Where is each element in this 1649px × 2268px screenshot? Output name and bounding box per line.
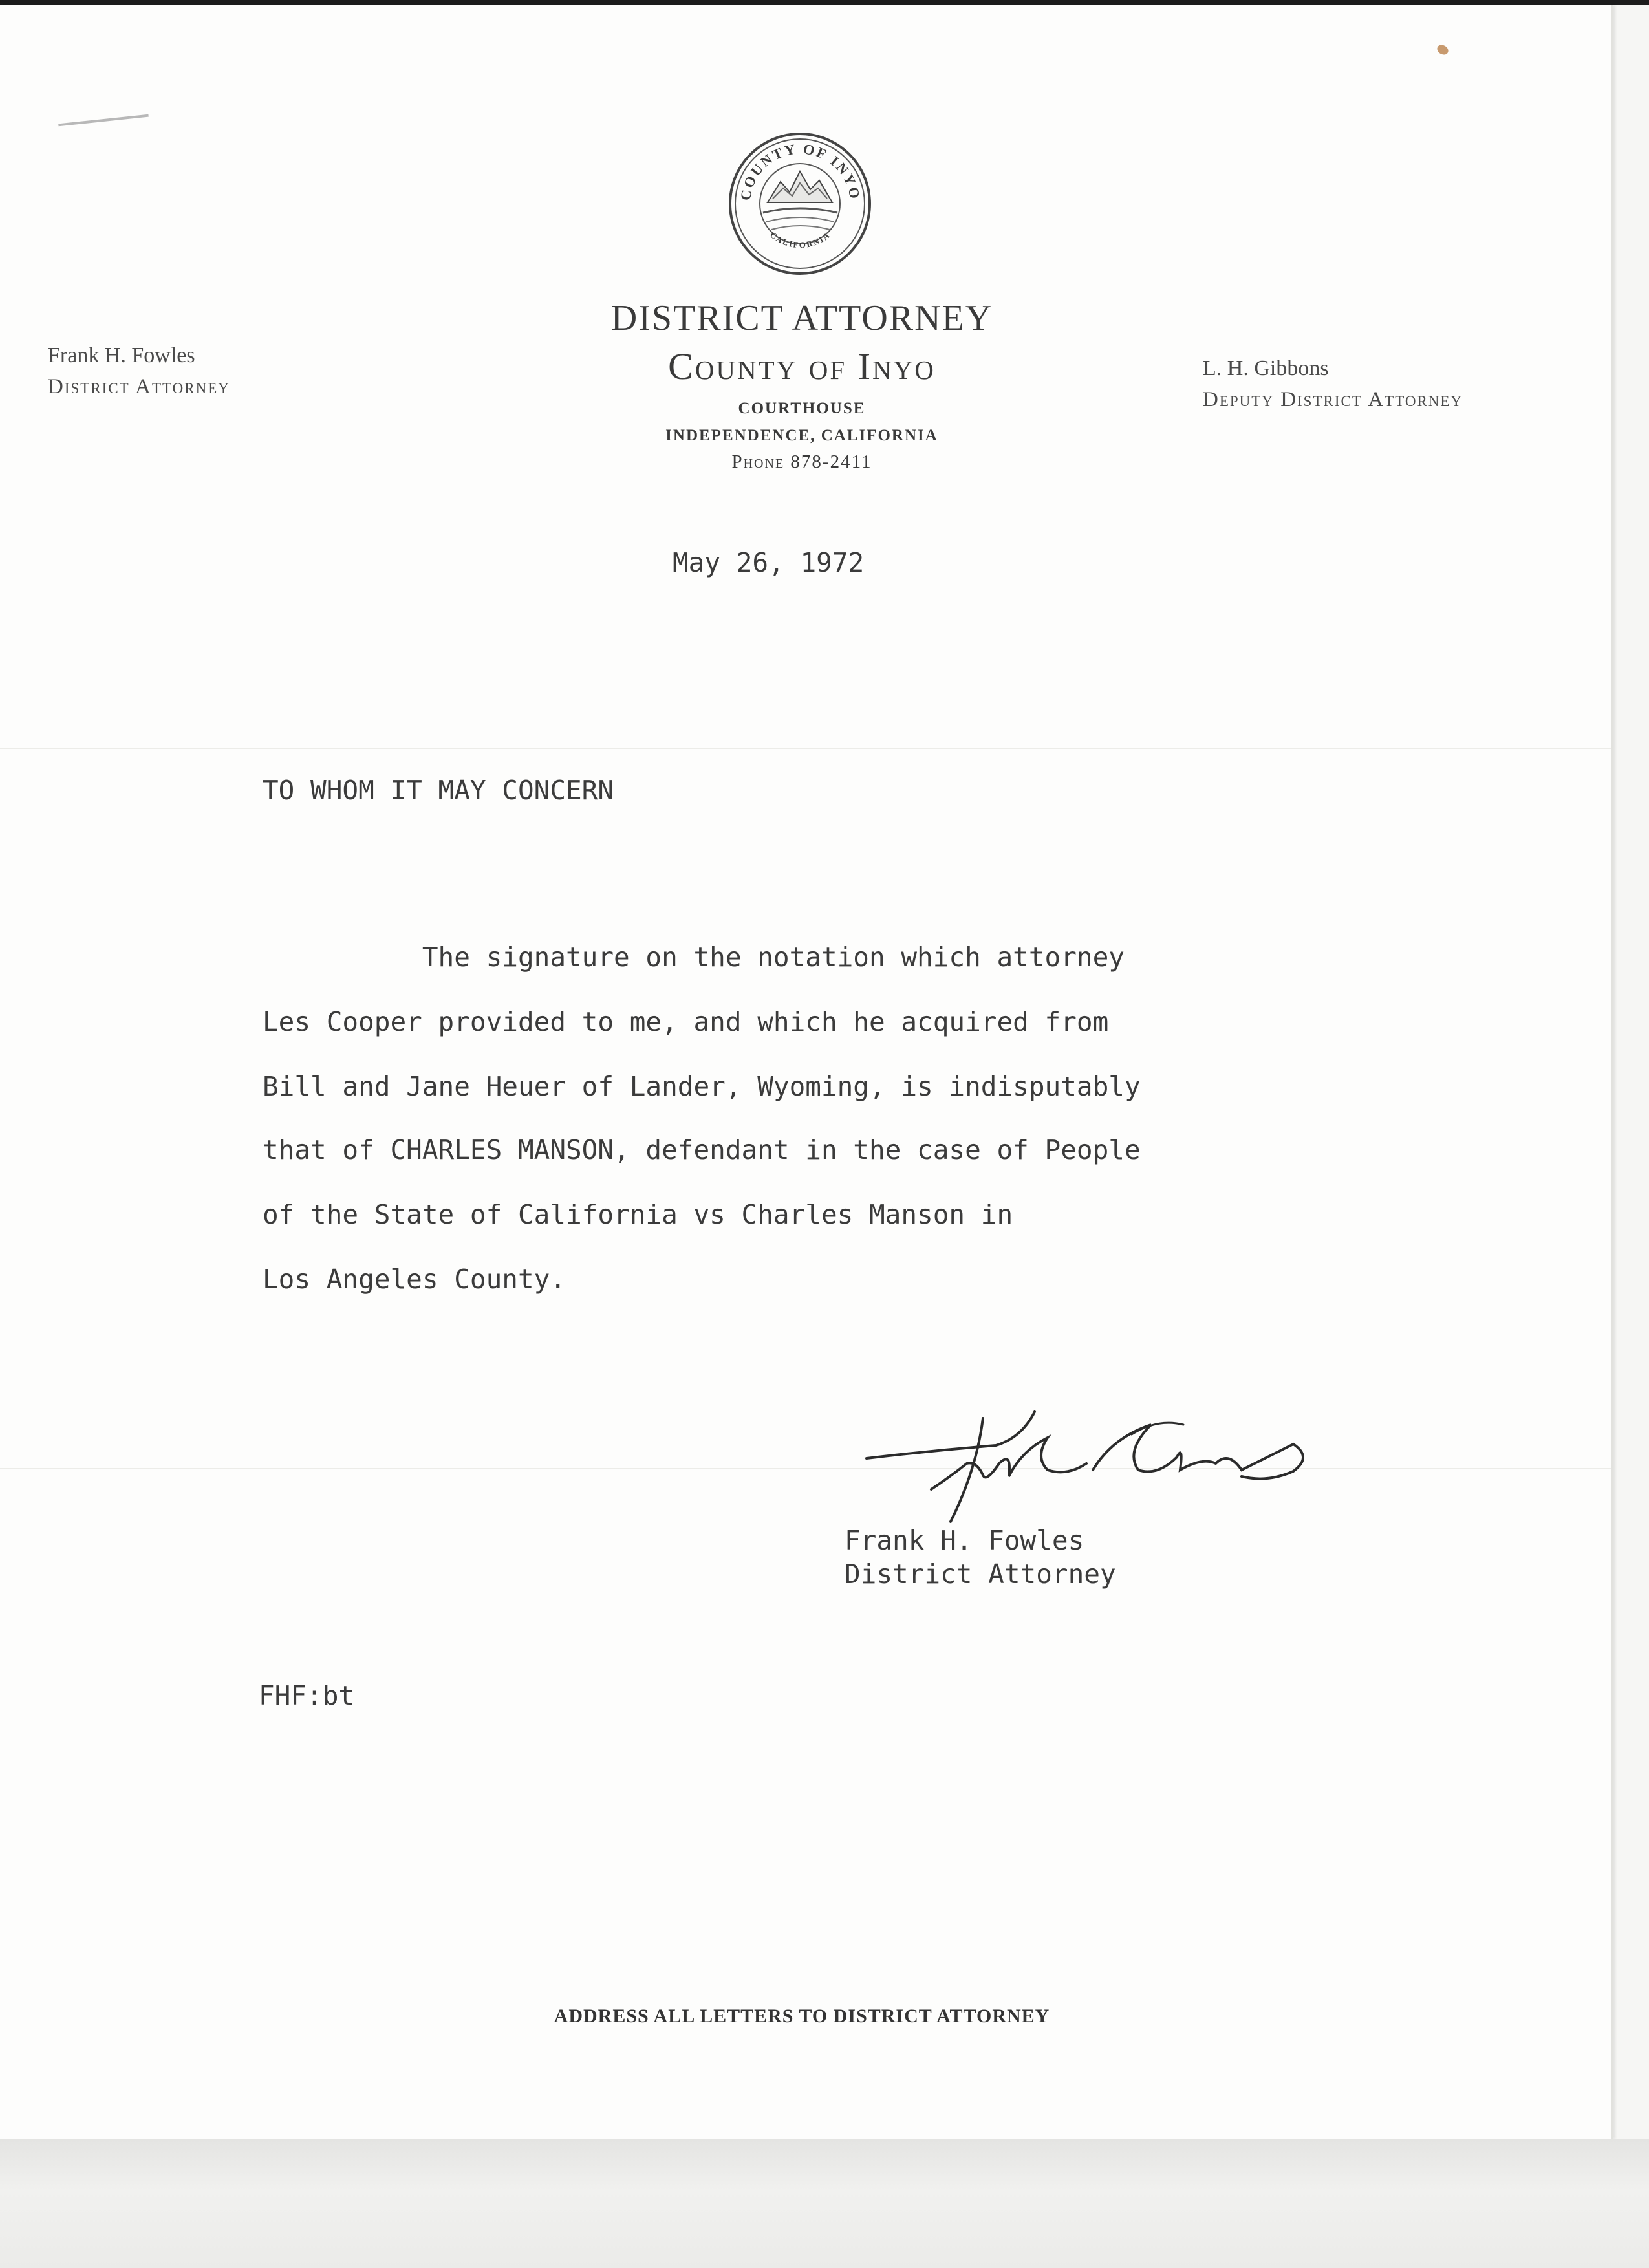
letter-page: [0, 5, 1611, 2139]
letterhead-footer: ADDRESS ALL LETTERS TO DISTRICT ATTORNEY: [554, 2005, 1050, 2027]
body-line: Los Angeles County.: [263, 1264, 566, 1295]
letterhead-left: [48, 340, 230, 402]
seal-text-top: COUNTY OF INYO: [737, 140, 864, 202]
seal-text-bottom: CALIFORNIA: [768, 230, 832, 250]
fold-line: [0, 748, 1611, 749]
address-courthouse: COURTHOUSE: [738, 400, 866, 417]
body-line: of the State of California vs Charles Manson in: [263, 1199, 1013, 1230]
svg-text:CALIFORNIA: [768, 230, 832, 250]
phone-number: Phone 878-2411: [731, 451, 872, 472]
stain-mark: [1436, 43, 1450, 56]
pencil-mark: [58, 114, 149, 127]
deputy-title: Deputy District Attorney: [1203, 388, 1463, 411]
district-attorney-name: Frank H. Fowles: [48, 343, 195, 367]
address-city: INDEPENDENCE, CALIFORNIA: [665, 427, 938, 444]
letter-date: May 26, 1972: [673, 547, 865, 578]
salutation: TO WHOM IT MAY CONCERN: [263, 775, 614, 806]
county-title: County of Inyo: [668, 345, 936, 387]
body-line: The signature on the notation which attorney: [263, 942, 1125, 973]
reference-initials: FHF:bt: [259, 1680, 355, 1711]
fold-line: [0, 1468, 1611, 1469]
signer-name: Frank H. Fowles: [845, 1525, 1084, 1556]
county-seal-icon: [727, 131, 873, 277]
letterhead-right: [1203, 353, 1463, 415]
handwritten-signature: [854, 1399, 1332, 1528]
protective-sleeve: [0, 2139, 1649, 2268]
signer-title: District Attorney: [845, 1559, 1116, 1590]
body-line: Bill and Jane Heuer of Lander, Wyoming, is indisputably: [263, 1071, 1141, 1102]
deputy-name: L. H. Gibbons: [1203, 356, 1329, 380]
scan-top-edge: [0, 0, 1649, 5]
district-attorney-title: District Attorney: [48, 375, 230, 398]
office-title: DISTRICT ATTORNEY: [610, 298, 993, 338]
body-line: that of CHARLES MANSON, defendant in the case of People: [263, 1134, 1141, 1165]
body-line: Les Cooper provided to me, and which he acquired from: [263, 1006, 1109, 1037]
